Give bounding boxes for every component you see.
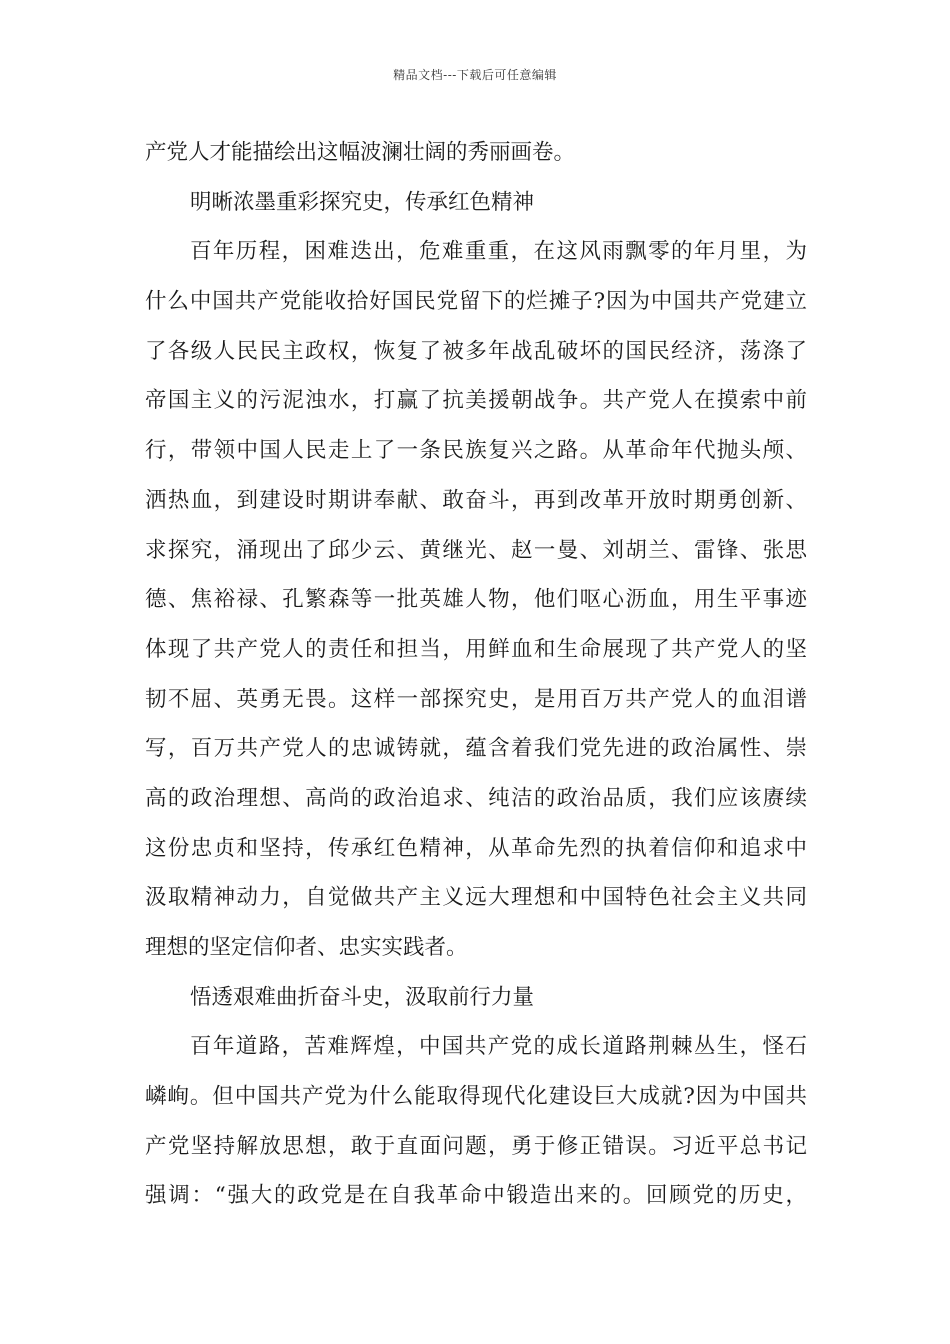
text-line: 理想的坚定信仰者、忠实实践者。 bbox=[145, 935, 468, 960]
document-body bbox=[145, 128, 807, 1221]
text-line: 百年历程，困难迭出，危难重重，在这风雨飘零的年月里，为 bbox=[190, 239, 807, 265]
text-line: 体现了共产党人的责任和担当，用鲜血和生命展现了共产党人的坚 bbox=[145, 636, 807, 662]
text-line: 明晰浓墨重彩探究史，传承红色精神 bbox=[190, 189, 535, 215]
text-line: 写，百万共产党人的忠诚铸就，蕴含着我们党先进的政治属性、崇 bbox=[145, 736, 807, 762]
text-line: 汲取精神动力，自觉做共产主义远大理想和中国特色社会主义共同 bbox=[145, 885, 807, 911]
text-line: 产党坚持解放思想，敢于直面问题，勇于修正错误。习近平总书记 bbox=[145, 1133, 807, 1159]
text-line: 这份忠贞和坚持，传承红色精神，从革命先烈的执着信仰和追求中 bbox=[145, 835, 807, 861]
text-line: 韧不屈、英勇无畏。这样一部探究史，是用百万共产党人的血泪谱 bbox=[145, 686, 807, 712]
text-line: 强调：“强大的政党是在自我革命中锻造出来的。回顾党的历史， bbox=[145, 1183, 807, 1209]
page-header: 精品文档---下载后可任意编辑 bbox=[393, 68, 557, 82]
text-line: 洒热血，到建设时期讲奉献、敢奋斗，再到改革开放时期勇创新、 bbox=[145, 487, 807, 513]
text-line: 行，带领中国人民走上了一条民族复兴之路。从革命年代抛头颅、 bbox=[145, 438, 807, 464]
text-line: 百年道路，苦难辉煌，中国共产党的成长道路荆棘丛生，怪石 bbox=[190, 1034, 807, 1060]
text-line: 嶙峋。但中国共产党为什么能取得现代化建设巨大成就?因为中国共 bbox=[145, 1084, 807, 1110]
text-line: 高的政治理想、高尚的政治追求、纯洁的政治品质，我们应该赓续 bbox=[145, 785, 807, 811]
text-line: 帝国主义的污泥浊水，打赢了抗美援朝战争。共产党人在摸索中前 bbox=[145, 388, 807, 414]
text-line: 德、焦裕禄、孔繁森等一批英雄人物，他们呕心沥血，用生平事迹 bbox=[145, 587, 807, 613]
text-line: 了各级人民民主政权，恢复了被多年战乱破坏的国民经济，荡涤了 bbox=[145, 338, 807, 364]
text-line: 产党人才能描绘出这幅波澜壮阔的秀丽画卷。 bbox=[145, 140, 576, 165]
text-line: 什么中国共产党能收拾好国民党留下的烂摊子?因为中国共产党建立 bbox=[145, 289, 807, 315]
text-line: 求探究，涌现出了邱少云、黄继光、赵一曼、刘胡兰、雷锋、张思 bbox=[145, 537, 807, 563]
text-line: 悟透艰难曲折奋斗史，汲取前行力量 bbox=[190, 984, 535, 1010]
